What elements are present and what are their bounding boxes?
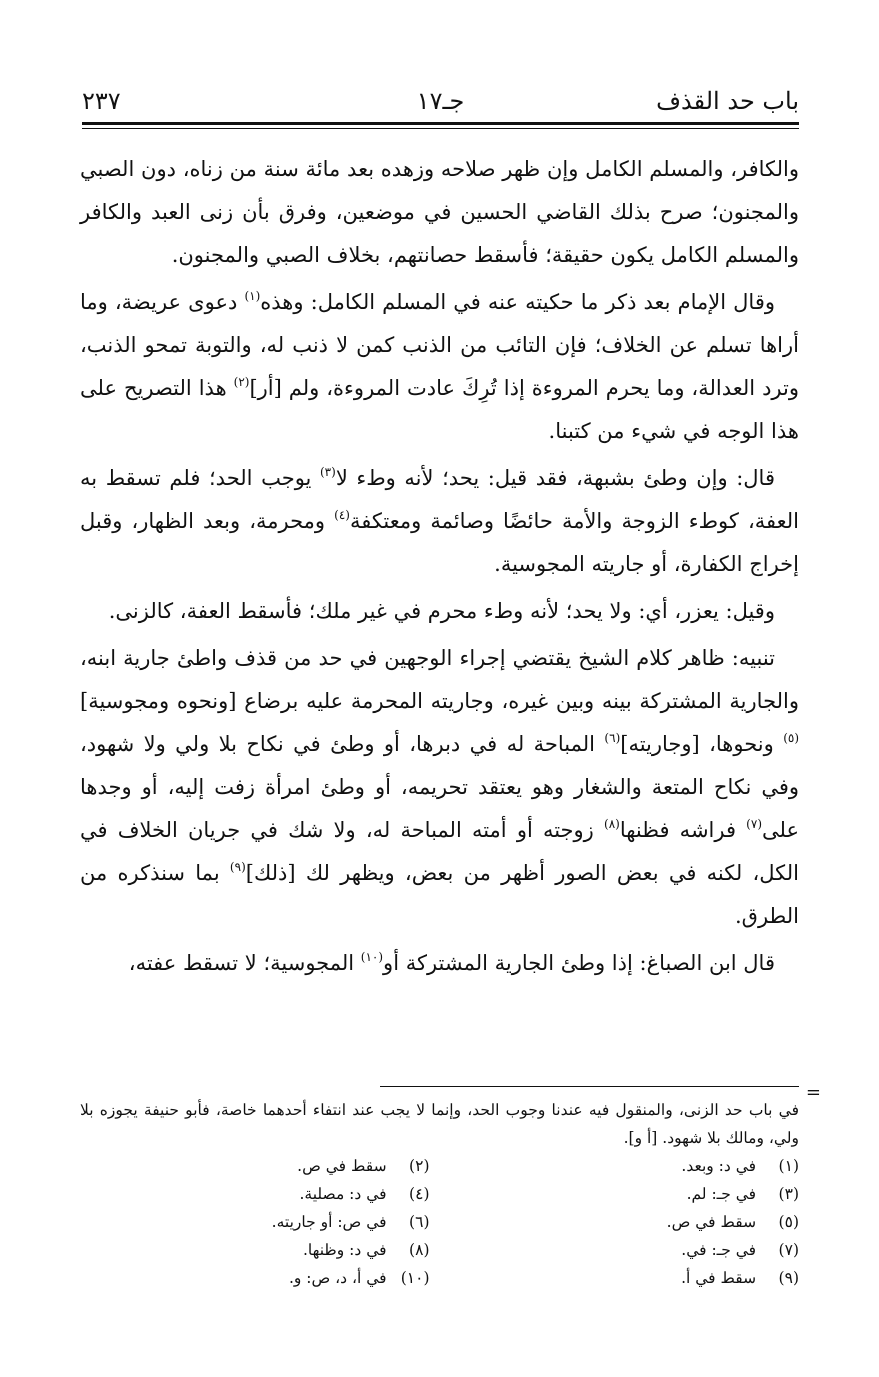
paragraph-2 [80,281,799,453]
footnote-number: (٢) [409,1157,430,1175]
text-run: دعوى عريضة، وما أراها تسلم عن الخلاف؛ فإن التائب من الذنب كمن لا ذنب له، والتوبة تمحو الذنب، وترد العدالة، وما يحرم المروءة إذا تُرِكَ عادت المروءة، ولم [أر] [80,290,799,400]
footnote-1 [450,1152,800,1180]
header-rule-thick [82,122,799,125]
footnote-9 [450,1264,800,1292]
footnotes [80,1096,799,1292]
header-rule-thin [82,128,799,129]
main-text [80,148,799,989]
volume-label: جـ١٧ [416,87,465,115]
footnote-number: (١) [778,1157,799,1175]
running-header [82,84,799,118]
footnote-continuation: في باب حد الزنى، والمنقول فيه عندنا وجوب الحد، وإنما لا يجب عند انتفاء أحدهما خاصة، فأبو حنيفة يجوزه بلا ولي، ومالك بلا شهود. [أ و]. [80,1101,799,1147]
text-run: ونحوها، [وجاريته] [620,732,784,756]
footnote-number: (٩) [778,1269,799,1287]
footnote-number: (٧) [778,1241,799,1259]
section-title: باب حد القذف [656,87,799,115]
footnote-marker-2[interactable]: (٢) [233,375,250,389]
footnote-10 [80,1264,430,1292]
text-run: هذا التصريح على هذا الوجه في شيء من كتبنا. [80,376,799,443]
text-run: المباحة له في دبرها، أو وطئ في نكاح بلا ولي ولا شهود، وفي نكاح المتعة والشغار وهو يعتقد تحريمه، أو وطئ امرأة زفت إليه، أو وجدها على [80,732,799,842]
text-run: فراشه فظنها [619,818,747,842]
paragraph-5 [80,637,799,938]
footnote-text: في ص: أو جاريته. [271,1213,387,1231]
footnote-marker-4[interactable]: (٤) [334,508,350,522]
paragraph-6 [80,942,799,985]
footnote-number: (٣) [778,1185,799,1203]
text-run: يوجب الحد؛ فلم تسقط به العفة، كوطء الزوجة والأمة حائضًا وصائمة ومعتكفة [80,466,799,533]
footnote-marker-9[interactable]: (٩) [229,860,246,874]
footnote-text: في د: مصلية. [299,1185,387,1203]
footnote-number: (٤) [409,1185,430,1203]
footnote-marker-10[interactable]: (١٠) [360,950,384,964]
paragraph-1: والكافر، والمسلم الكامل وإن ظهر صلاحه وزهده بعد مائة سنة من زناه، دون الصبي والمجنون؛ صرح بذلك القاضي الحسين في موضعين، وفرق بأن زنى العبد والكافر والمسلم الكامل يكون حقيقة؛ فأسقط حصانتهم، بخلاف الصبي والمجنون. [80,157,799,267]
page-number: ٢٣٧ [82,87,121,115]
footnote-6 [80,1208,430,1236]
footnote-marker-3[interactable]: (٣) [319,465,336,479]
footnote-2 [80,1152,430,1180]
footnote-marker-5[interactable]: (٥) [783,731,800,745]
footnote-marker-1[interactable]: (١) [244,289,261,303]
paragraph-3 [80,457,799,586]
footnote-text: سقط في ص. [666,1213,757,1231]
footnote-list [80,1152,799,1292]
text-run: المجوسية؛ لا تسقط عفته، [128,951,361,975]
text-run: قال: وإن وطئ بشبهة، فقد قيل: يحد؛ لأنه وطء لا [335,466,775,490]
footnote-text: سقط في أ. [681,1269,757,1287]
footnote-5 [450,1208,800,1236]
footnote-marker-7[interactable]: (٧) [746,817,762,831]
text-run: ومحرمة، وبعد الظهار، وقبل إخراج الكفارة، أو جاريته المجوسية. [80,509,799,576]
footnote-number: (٥) [778,1213,799,1231]
footnote-3 [450,1180,800,1208]
text-run: بما سنذكره من الطرق. [80,861,799,928]
footnote-number: (١٠) [400,1269,430,1287]
footnote-text: سقط في ص. [297,1157,387,1175]
footnote-8 [80,1236,430,1264]
footnote-text: في جـ: لم. [686,1185,757,1203]
text-run: تنبيه: ظاهر كلام الشيخ يقتضي إجراء الوجهين في حد من قذف واطئ جارية ابنه، والجارية المشتركة بينه وبين غيره، وجاريته المحرمة عليه برضاع [ونحوه ومجوسية] [80,646,799,713]
text-run: وقال الإمام بعد ذكر ما حكيته عنه في المسلم الكامل: وهذه [260,290,775,314]
footnote-text: في جـ: في. [681,1241,757,1259]
footnote-continuation-mark: = [805,1082,821,1103]
footnote-number: (٨) [409,1241,430,1259]
text-run: زوجته أو أمته المباحة له، ولا شك في جريان الخلاف في الكل، لكنه في بعض الصور أظهر من بعض، ويظهر لك [ذلك] [80,818,799,885]
text-run: قال ابن الصباغ: إذا وطئ الجارية المشتركة أو [383,951,775,975]
footnote-7 [450,1236,800,1264]
footnote-marker-6[interactable]: (٦) [604,731,621,745]
footnote-text: في أ، د، ص: و. [288,1269,387,1287]
footnote-text: في د: وظنها. [302,1241,387,1259]
footnote-4 [80,1180,430,1208]
footnote-text: في د: وبعد. [681,1157,757,1175]
paragraph-4: وقيل: يعزر، أي: ولا يحد؛ لأنه وطء محرم في غير ملك؛ فأسقط العفة، كالزنى. [108,599,775,623]
footnote-separator [380,1086,799,1087]
footnote-number: (٦) [409,1213,430,1231]
footnote-marker-8[interactable]: (٨) [604,817,620,831]
